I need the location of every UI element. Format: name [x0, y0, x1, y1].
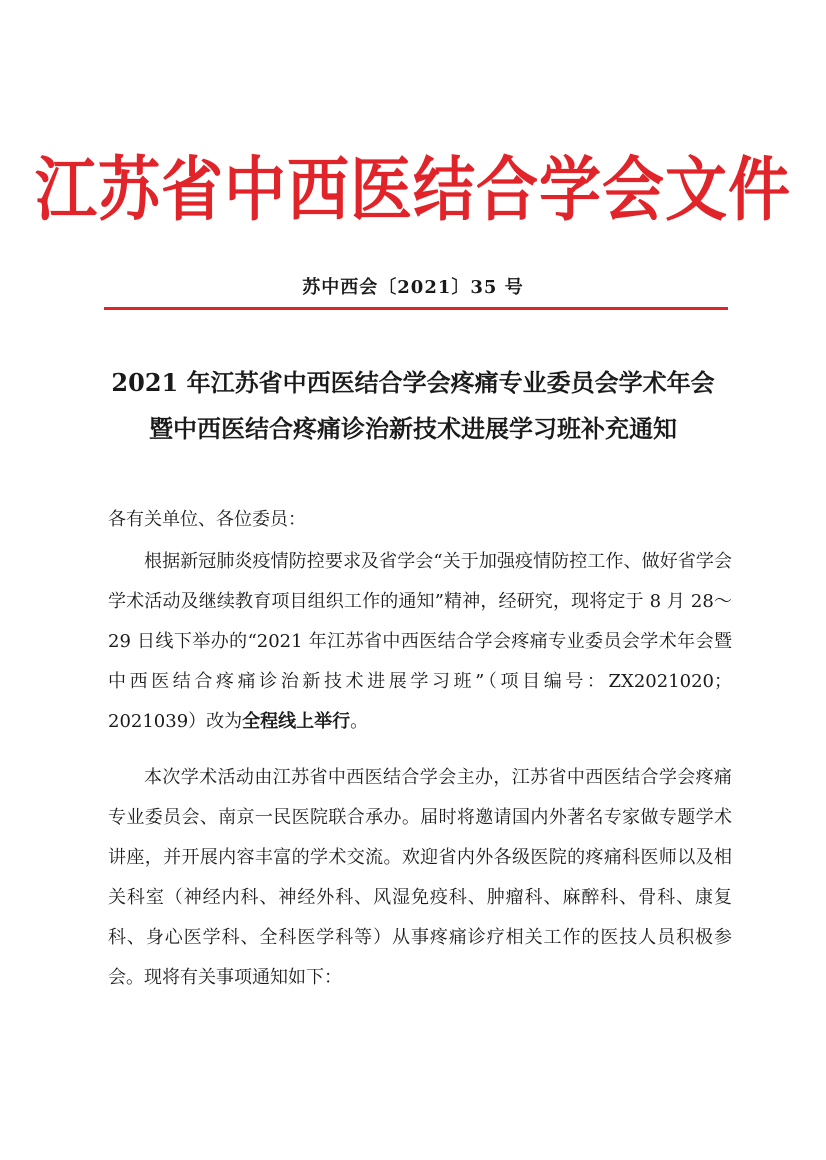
- header-divider: [104, 307, 728, 310]
- notice-title-line-2: 暨中西医结合疼痛诊治新技术进展学习班补充通知: [149, 414, 677, 443]
- document-header-title: 江苏省中西医结合学会文件: [34, 148, 791, 231]
- paragraph-1-end: 。: [350, 711, 369, 732]
- document-number: 苏中西会〔2021〕35 号: [302, 277, 524, 298]
- notice-title-line-1: 2021 年江苏省中西医结合学会疼痛专业委员会学术年会: [111, 368, 715, 397]
- salutation: 各有关单位、各位委员：: [108, 509, 306, 530]
- paragraph-1-text: 根据新冠肺炎疫情防控要求及省学会“关于加强疫情防控工作、做好省学会学术活动及继续教育项目组织工作的通知”精神，经研究，现将定于 8 月 28～29 日线下举办的“2021 年江苏省中西医结合学会疼痛专业委员会学术年会暨中西医结合疼痛诊治新技术进展学习班”（项目编号：ZX2021020；2021039）改为: [108, 551, 732, 732]
- notice-title: [60, 360, 766, 452]
- paragraph-1: [108, 542, 732, 742]
- paragraph-1-emphasis: 全程线上举行: [242, 711, 351, 732]
- paragraph-2: 本次学术活动由江苏省中西医结合学会主办，江苏省中西医结合学会疼痛专业委员会、南京一民医院联合承办。届时将邀请国内外著名专家做专题学术讲座，并开展内容丰富的学术交流。欢迎省内外各级医院的疼痛科医师以及相关科室（神经内科、神经外科、风湿免疫科、肿瘤科、麻醉科、骨科、康复科、身心医学科、全科医学科等）从事疼痛诊疗相关工作的医技人员积极参会。现将有关事项通知如下：: [108, 767, 732, 988]
